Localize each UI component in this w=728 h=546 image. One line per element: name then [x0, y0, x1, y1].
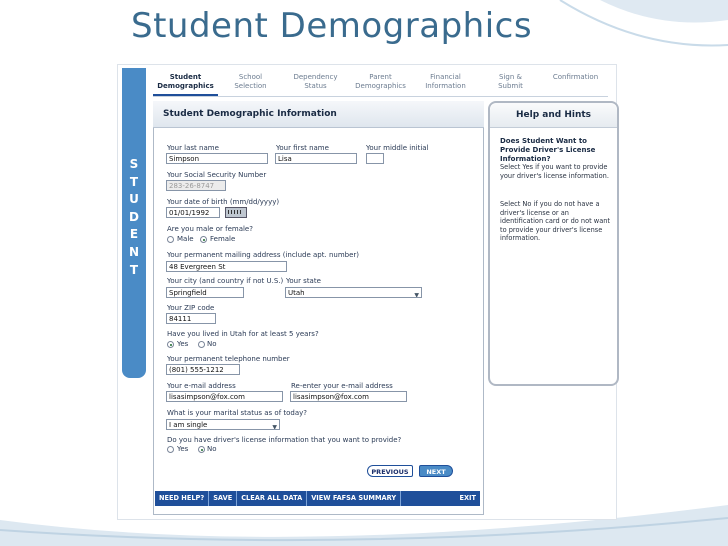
male-label: Male	[177, 235, 194, 243]
tab-confirmation[interactable]	[543, 70, 608, 96]
next-button[interactable]: NEXT	[419, 465, 453, 477]
chevron-down-icon: ▼	[272, 424, 277, 430]
tab-label: Demographics	[355, 82, 406, 90]
tab-label: Financial	[430, 73, 461, 81]
state-value: Utah	[288, 289, 305, 297]
first-name-input[interactable]: Lisa	[275, 153, 357, 164]
female-label: Female	[210, 235, 236, 243]
tab-parent-demographics[interactable]	[348, 70, 413, 96]
tab-label: Submit	[498, 82, 523, 90]
sidebar-letter: T	[129, 174, 139, 189]
view-summary-button[interactable]: VIEW FAFSA SUMMARY	[307, 491, 401, 506]
tab-label: School	[238, 73, 263, 81]
student-vertical-label	[122, 156, 146, 279]
tab-label: Confirmation	[552, 73, 599, 81]
bottom-toolbar	[155, 491, 480, 506]
tab-label: Dependency	[293, 73, 338, 81]
sidebar-letter: T	[129, 262, 139, 277]
zip-input[interactable]: 84111	[166, 313, 216, 324]
exit-button[interactable]: EXIT	[459, 494, 476, 502]
license-yes-label: Yes	[177, 445, 189, 453]
license-label: Do you have driver's license information that you want to provide?	[167, 436, 402, 444]
first-name-label: Your first name	[276, 144, 329, 152]
dob-label: Your date of birth (mm/dd/yyyy)	[167, 198, 280, 206]
sidebar-letter: N	[128, 244, 140, 259]
section-header	[153, 101, 484, 128]
keyboard-icon[interactable]	[225, 207, 247, 218]
residency-no-radio[interactable]	[198, 341, 205, 348]
state-label: Your state	[286, 277, 321, 285]
state-select[interactable]	[285, 287, 422, 298]
last-name-input[interactable]: Simpson	[166, 153, 268, 164]
tab-financial-information[interactable]	[413, 70, 478, 96]
tab-label: Status	[304, 82, 327, 90]
tab-label: Student	[169, 73, 202, 81]
middle-initial-label: Your middle initial	[366, 144, 429, 152]
tab-dependency-status[interactable]	[283, 70, 348, 96]
male-radio[interactable]	[167, 236, 174, 243]
tab-label: Sign &	[499, 73, 522, 81]
tab-school-selection[interactable]	[218, 70, 283, 96]
license-no-label: No	[207, 445, 217, 453]
email-input[interactable]: lisasimpson@fox.com	[166, 391, 283, 402]
email-confirm-input[interactable]: lisasimpson@fox.com	[290, 391, 407, 402]
step-tabs	[153, 70, 608, 96]
license-no-radio[interactable]	[198, 446, 205, 453]
ssn-input: 283-26-8747	[166, 180, 226, 191]
email-confirm-label: Re-enter your e-mail address	[291, 382, 393, 390]
ssn-label: Your Social Security Number	[167, 171, 267, 179]
dob-input[interactable]: 01/01/1992	[166, 207, 220, 218]
address-input[interactable]: 48 Evergreen St	[166, 261, 287, 272]
residency-yes-label: Yes	[177, 340, 189, 348]
tab-student-demographics[interactable]	[153, 70, 218, 96]
tab-divider	[153, 96, 608, 97]
slide-title: Student Demographics	[131, 6, 533, 46]
help-paragraph-no: Select No if you do not have a driver's license or an identification card or do not want to provide your driver's license information.	[500, 200, 611, 243]
section-title: Student Demographic Information	[163, 109, 337, 119]
tab-label: Selection	[234, 82, 267, 90]
phone-input[interactable]: (801) 555-1212	[166, 364, 240, 375]
phone-label: Your permanent telephone number	[167, 355, 290, 363]
residency-no-label: No	[207, 340, 217, 348]
marital-value: I am single	[169, 421, 208, 429]
help-paragraph-yes: Select Yes if you want to provide your driver's license information.	[500, 163, 609, 180]
tab-label: Information	[425, 82, 466, 90]
last-name-label: Your last name	[167, 144, 219, 152]
sidebar-letter: U	[129, 192, 139, 207]
marital-select[interactable]	[166, 419, 280, 430]
tab-label: Demographics	[157, 82, 214, 90]
license-yes-radio[interactable]	[167, 446, 174, 453]
female-radio[interactable]	[200, 236, 207, 243]
chevron-down-icon: ▼	[414, 292, 419, 298]
sidebar-letter: S	[129, 157, 139, 171]
need-help-button[interactable]: NEED HELP?	[155, 491, 209, 506]
city-label: Your city (and country if not U.S.)	[167, 277, 284, 285]
clear-all-data-button[interactable]: CLEAR ALL DATA	[237, 491, 307, 506]
email-label: Your e-mail address	[167, 382, 236, 390]
sidebar-letter: E	[129, 227, 139, 242]
save-button[interactable]: SAVE	[209, 491, 237, 506]
marital-label: What is your marital status as of today?	[167, 409, 308, 417]
gender-label: Are you male or female?	[167, 225, 253, 233]
tab-label: Parent	[369, 73, 392, 81]
previous-button[interactable]: PREVIOUS	[367, 465, 413, 477]
residency-label: Have you lived in Utah for at least 5 years?	[167, 330, 319, 338]
help-title: Help and Hints	[490, 103, 617, 128]
residency-yes-radio[interactable]	[167, 341, 174, 348]
city-input[interactable]: Springfield	[166, 287, 244, 298]
sidebar-letter: D	[129, 209, 139, 224]
middle-initial-input[interactable]	[366, 153, 384, 164]
address-label: Your permanent mailing address (include apt. number)	[167, 251, 360, 259]
help-panel	[488, 101, 619, 386]
help-question: Does Student Want to Provide Driver's License Information?	[500, 137, 596, 163]
tab-sign-submit[interactable]	[478, 70, 543, 96]
zip-label: Your ZIP code	[167, 304, 215, 312]
